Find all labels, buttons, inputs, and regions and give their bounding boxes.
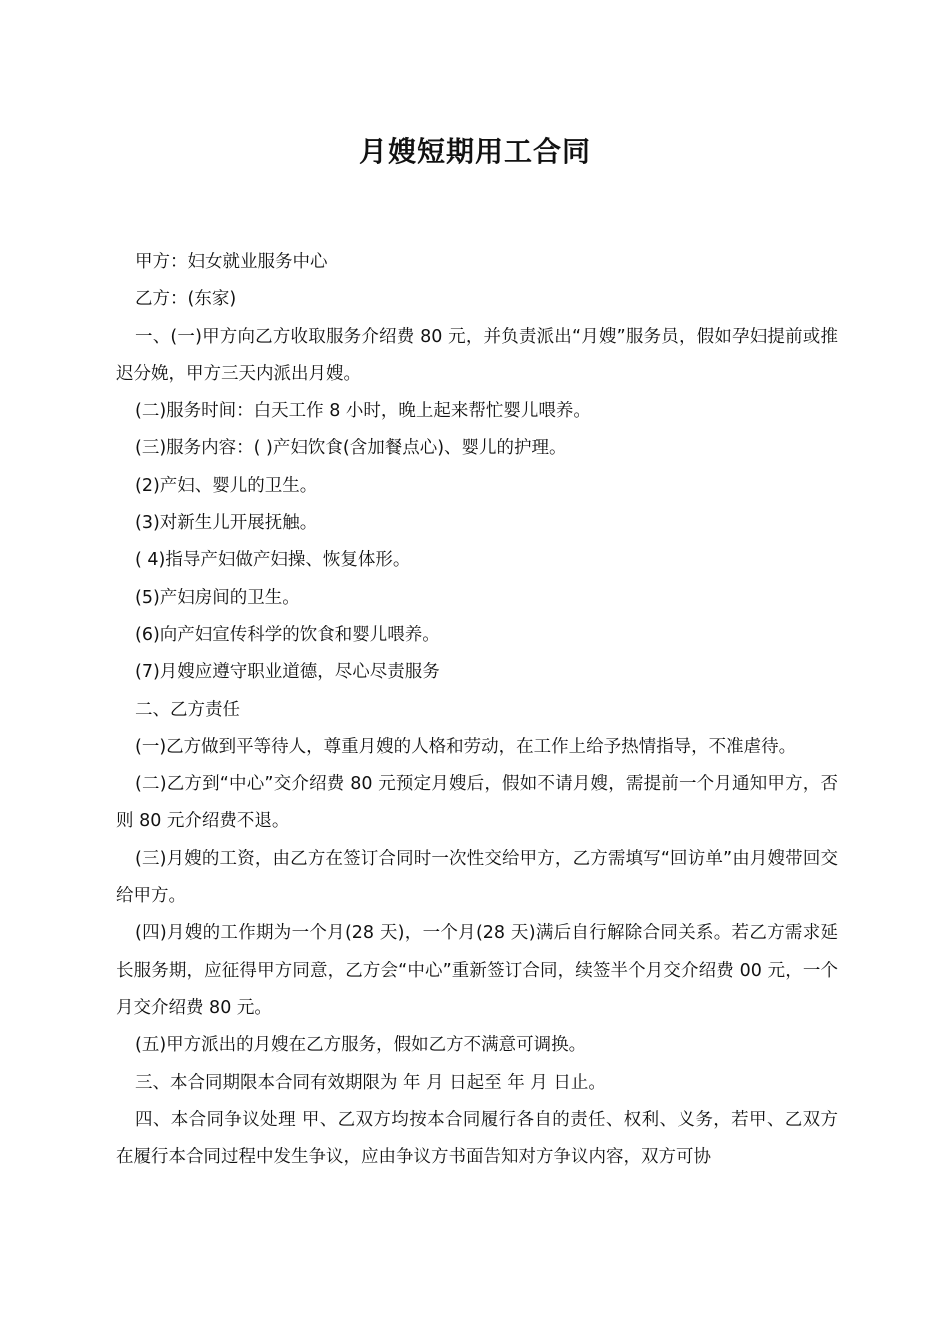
clause-2-4: (四)月嫂的工作期为一个月(28 天)，一个月(28 天)满后自行解除合同关系。若乙方需求延长服务期，应征得甲方同意，乙方会“中心”重新签订合同，续签半个月交介绍费 00 元，一个月交介绍费 80 元。 [116,923,838,1018]
service-item-5: (5)产妇房间的卫生。 [135,587,300,608]
service-item-7: (7)月嫂应遵守职业道德，尽心尽责服务 [135,662,440,683]
clause-2-3: (三)月嫂的工资，由乙方在签订合同时一次性交给甲方，乙方需填写“回访单”由月嫂带回交给甲方。 [116,848,838,907]
clause-1-2: (二)服务时间：白天工作 8 小时，晚上起来帮忙婴儿喂养。 [135,401,591,422]
service-item-3: (3)对新生儿开展抚触。 [135,513,318,534]
service-item-2: (2)产妇、婴儿的卫生。 [135,475,318,496]
clause-2-2: (二)乙方到“中心”交介绍费 80 元预定月嫂后，假如不请月嫂，需提前一个月通知甲方，否则 80 元介绍费不退。 [116,774,838,832]
section-3: 三、本合同期限本合同有效期限为 年 月 日起至 年 月 日止。 [135,1072,606,1093]
section-2-heading: 二、乙方责任 [135,699,240,720]
service-item-4: ( 4)指导产妇做产妇操、恢复体形。 [135,550,411,571]
section-4: 四、本合同争议处理 甲、乙双方均按本合同履行各自的责任、权利、义务，若甲、乙双方在履行本合同过程中发生争议，应由争议方书面告知对方争议内容，双方可协 [116,1109,838,1168]
party-a-line: 甲方：妇女就业服务中心 [135,252,328,272]
clause-2-5: (五)甲方派出的月嫂在乙方服务，假如乙方不满意可调换。 [135,1035,587,1056]
clause-1-3: (三)服务内容：( )产妇饮食(含加餐点心)、婴儿的护理。 [135,438,567,459]
document-title: 月嫂短期用工合同 [358,135,591,168]
service-item-6: (6)向产妇宣传科学的饮食和婴儿喂养。 [135,624,440,645]
party-b-line: 乙方：(东家) [135,289,237,310]
clause-2-1: (一)乙方做到平等待人，尊重月嫂的人格和劳动，在工作上给予热情指导，不准虐待。 [135,736,797,757]
clause-1-1: 一、(一)甲方向乙方收取服务介绍费 80 元，并负责派出“月嫂”服务员，假如孕妇提前或推迟分娩，甲方三天内派出月嫂。 [116,326,838,384]
document-body [116,244,838,1176]
